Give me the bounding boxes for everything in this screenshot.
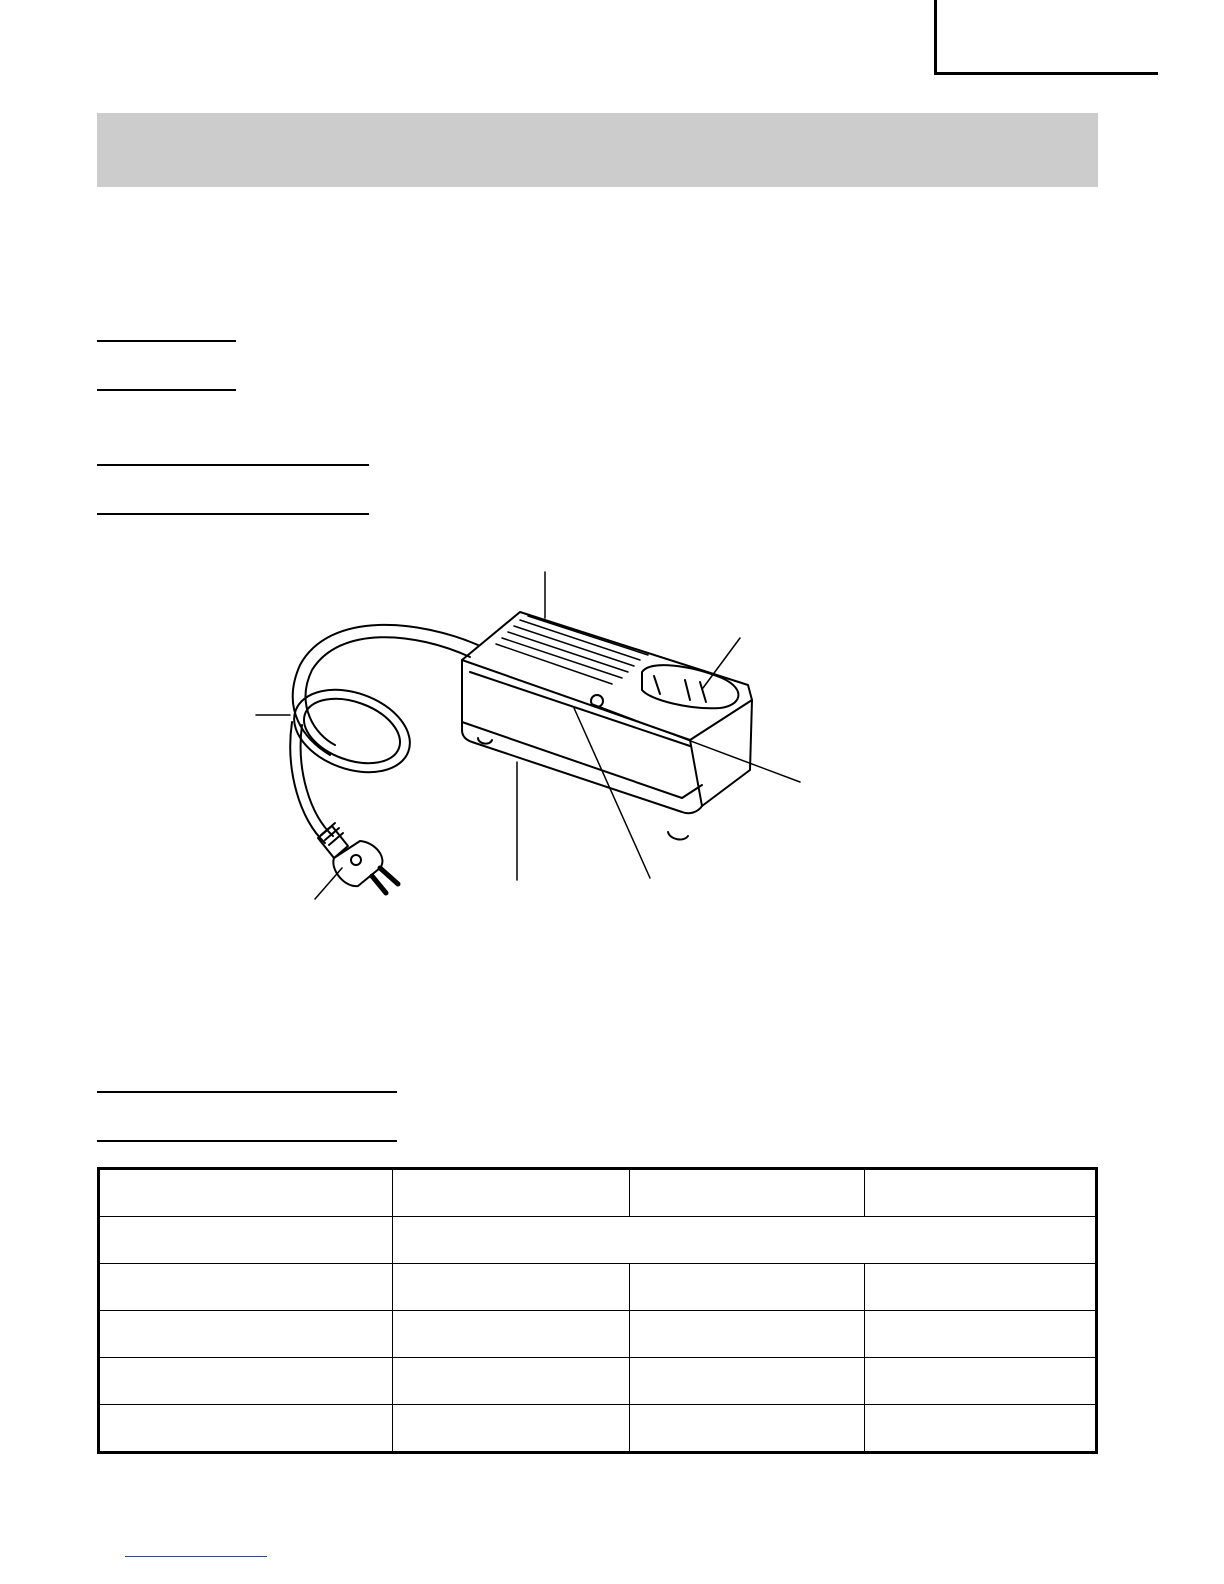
table-cell — [630, 1358, 865, 1405]
charger-body — [462, 612, 752, 839]
table-row — [99, 1358, 1097, 1405]
table-cell — [865, 1311, 1097, 1358]
heading-underline-4 — [97, 513, 369, 515]
table-row — [99, 1217, 1097, 1264]
table-cell — [393, 1169, 630, 1217]
corner-crop-mark-vertical — [934, 0, 937, 74]
section-title-band — [97, 113, 1098, 187]
specifications-table — [97, 1167, 1098, 1454]
vent-slots — [496, 616, 648, 684]
table-cell — [865, 1358, 1097, 1405]
table-cell — [393, 1311, 630, 1358]
heading-underline-3 — [97, 464, 369, 466]
power-cord — [283, 625, 478, 843]
heading-underline-6 — [97, 1140, 397, 1142]
table-cell — [99, 1405, 393, 1453]
table-cell — [865, 1405, 1097, 1453]
table-cell — [99, 1169, 393, 1217]
table-cell — [99, 1358, 393, 1405]
table-cell — [393, 1358, 630, 1405]
table-cell — [630, 1169, 865, 1217]
table-cell — [630, 1311, 865, 1358]
table-row — [99, 1169, 1097, 1217]
table-cell — [393, 1264, 630, 1311]
table-cell — [99, 1217, 393, 1264]
heading-underline-1 — [97, 340, 236, 342]
table-cell — [865, 1264, 1097, 1311]
table-cell — [630, 1405, 865, 1453]
table-cell — [630, 1264, 865, 1311]
table-cell — [99, 1264, 393, 1311]
footer-link-underline — [125, 1556, 267, 1557]
corner-crop-mark-horizontal — [934, 72, 1158, 75]
table-cell — [865, 1169, 1097, 1217]
table-row — [99, 1264, 1097, 1311]
table-cell — [393, 1405, 630, 1453]
table-row — [99, 1311, 1097, 1358]
table-cell — [393, 1217, 1097, 1264]
battery-charger-diagram — [240, 560, 820, 910]
heading-underline-5 — [97, 1091, 397, 1093]
table-cell — [99, 1311, 393, 1358]
heading-underline-2 — [97, 389, 236, 391]
callout-leaders — [256, 572, 800, 899]
table-row — [99, 1405, 1097, 1453]
battery-socket — [642, 665, 738, 708]
